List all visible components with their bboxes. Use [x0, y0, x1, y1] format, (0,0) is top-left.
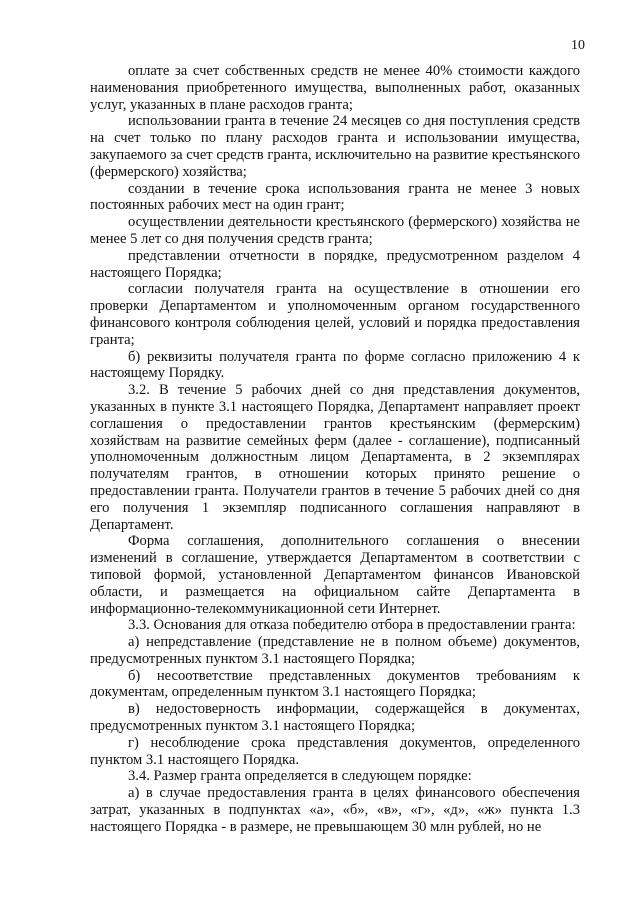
paragraph: представлении отчетности в порядке, предусмотренном разделом 4 настоящего Порядка; [90, 247, 580, 281]
paragraph: осуществлении деятельности крестьянского (фермерского) хозяйства не менее 5 лет со дня получения средств гранта; [90, 214, 580, 247]
paragraph: 3.4. Размер гранта определяется в следующем порядке: [128, 768, 472, 785]
paragraph: оплате за счет собственных средств не менее 40% стоимости каждого наименования приобретенного имущества, выполненных работ, оказанных услуг, указанных в плане расходов гранта; [90, 63, 580, 113]
page-number: 10 [571, 38, 585, 53]
paragraph: б) реквизиты получателя гранта по форме согласно приложению 4 к настоящему Порядку. [90, 348, 580, 382]
paragraph: б) несоответствие представленных документов требованиям к документам, определенным пунктом 3.1 настоящего Порядка; [90, 667, 580, 701]
paragraph: а) в случае предоставления гранта в целях финансового обеспечения затрат, указанных в подпунктах «а», «б», «в», «г», «д», «ж» пункта 1.3 настоящего Порядка - в размере, не превышающем 30 млн рублей, но не [90, 785, 580, 835]
document-body [90, 63, 580, 836]
paragraph: согласии получателя гранта на осуществление в отношении его проверки Департаментом и уполномоченным органом государственного финансового контроля соблюдения целей, условий и порядка предоставления гранта; [90, 281, 580, 348]
paragraph: а) непредставление (представление не в полном объеме) документов, предусмотренных пунктом 3.1 настоящего Порядка; [90, 634, 580, 667]
paragraph: 3.2. В течение 5 рабочих дней со дня представления документов, указанных в пункте 3.1 настоящего Порядка, Департамент направляет проект соглашения о предоставлении грантов крестьянским (фермерским) хозяйствам на развитие семейных ферм (далее - соглашение), подписанный уполномоченным должностным лицом Департамента, в 2 экземплярах получателям грантов, в отношении которых принято решение о предоставлении гранта. Получатели грантов в течение 5 рабочих дней со дня его получения 1 экземпляр подписанного соглашения направляют в Департамент. [90, 382, 580, 533]
paragraph: г) несоблюдение срока представления документов, определенного пунктом 3.1 настоящего Порядка. [90, 734, 580, 768]
paragraph: Форма соглашения, дополнительного соглашения о внесении изменений в соглашение, утверждается Департаментом в соответствии с типовой формой, установленной Департаментом финансов Ивановской области, и размещается на официальном сайте Департамента в информационно-телекоммуникационной сети Интернет. [90, 533, 580, 617]
paragraph: в) недостоверность информации, содержащейся в документах, предусмотренных пунктом 3.1 настоящего Порядка; [90, 701, 580, 735]
paragraph: 3.3. Основания для отказа победителю отбора в предоставлении гранта: [128, 617, 576, 634]
paragraph: использовании гранта в течение 24 месяцев со дня поступления средств на счет только по плану расходов гранта и использовании имущества, закупаемого за счет средств гранта, исключительно на развитие крестьянского (фермерского) хозяйства; [90, 113, 580, 180]
paragraph: создании в течение срока использования гранта не менее 3 новых постоянных рабочих мест на один грант; [90, 180, 580, 214]
